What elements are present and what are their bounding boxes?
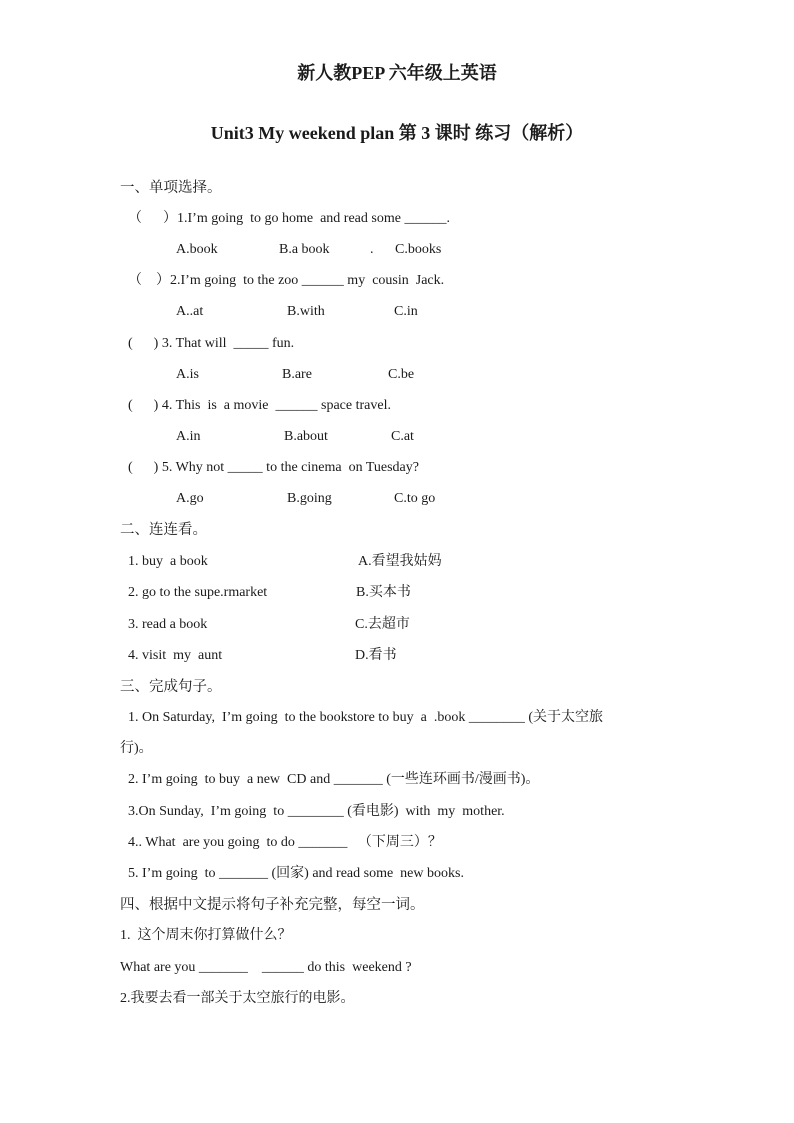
question-1-option-a: A.book (176, 242, 218, 257)
section-heading-matching: 二、连连看。 (120, 522, 207, 538)
match-left-3: 3. read a book (128, 617, 208, 632)
section-heading-fill: 四、根据中文提示将句子补充完整，每空一词。 (120, 897, 425, 913)
question-3-stem: ( ) 3. That will _____ fun. (128, 336, 295, 351)
question-4-option-b: B.about (284, 429, 328, 444)
complete-sentence-4: 4.. What are you going to do _______ （下周三）？ (128, 835, 442, 850)
question-2-option-b: B.with (287, 304, 325, 319)
match-right-b: B.买本书 (356, 585, 411, 600)
section-heading-choice: 一、单项选择。 (120, 180, 222, 196)
question-5-stem: ( ) 5. Why not _____ to the cinema on Tuesday? (128, 460, 419, 475)
question-5-option-b: B.going (287, 491, 332, 506)
question-1-stem: （ ）1.I’m going to go home and read some ______. (128, 211, 450, 226)
doc-title: 新人教PEP 六年级上英语 (297, 63, 497, 83)
question-2-option-a: A..at (176, 304, 204, 319)
match-right-d: D.看书 (355, 648, 397, 663)
doc-subtitle: Unit3 My weekend plan 第 3 课时 练习（解析） (210, 123, 584, 143)
complete-sentence-3: 3.On Sunday, I’m going to ________ (看电影) with my mother. (128, 804, 505, 819)
question-2-option-c: C.in (394, 304, 418, 319)
question-3-option-a: A.is (176, 367, 199, 382)
complete-sentence-1: 1. On Saturday, I’m going to the bookstore to buy a .book ________ (关于太空旅 (128, 710, 604, 725)
section-heading-complete: 三、完成句子。 (120, 679, 222, 695)
question-2-stem: （ ）2.I’m going to the zoo ______ my cousin Jack. (128, 273, 445, 288)
question-1-option-dot: . (370, 242, 374, 257)
question-4-stem: ( ) 4. This is a movie ______ space travel. (128, 398, 391, 413)
complete-sentence-2: 2. I’m going to buy a new CD and _______ (一些连环画书/漫画书)。 (128, 772, 540, 787)
complete-sentence-5: 5. I’m going to _______ (回家) and read some new books. (128, 866, 464, 881)
question-4-option-a: A.in (176, 429, 201, 444)
question-5-option-c: C.to go (394, 491, 436, 506)
fill-sentence-1: What are you _______ ______ do this weekend ? (120, 960, 412, 975)
question-3-option-c: C.be (388, 367, 415, 382)
match-left-4: 4. visit my aunt (128, 648, 223, 663)
question-1-option-b: B.a book (279, 242, 330, 257)
fill-prompt-2: 2.我要去看一部关于太空旅行的电影。 (120, 991, 355, 1006)
question-1-option-c: C.books (395, 242, 442, 257)
match-left-1: 1. buy a book (128, 554, 208, 569)
question-4-option-c: C.at (391, 429, 414, 444)
question-3-option-b: B.are (282, 367, 312, 382)
match-right-c: C.去超市 (355, 617, 410, 632)
match-left-2: 2. go to the supe.rmarket (128, 585, 268, 600)
fill-prompt-1: 1. 这个周末你打算做什么？ (120, 928, 292, 943)
question-5-option-a: A.go (176, 491, 204, 506)
complete-sentence-1-wrap: 行)。 (120, 741, 153, 756)
match-right-a: A.看望我姑妈 (358, 554, 442, 569)
